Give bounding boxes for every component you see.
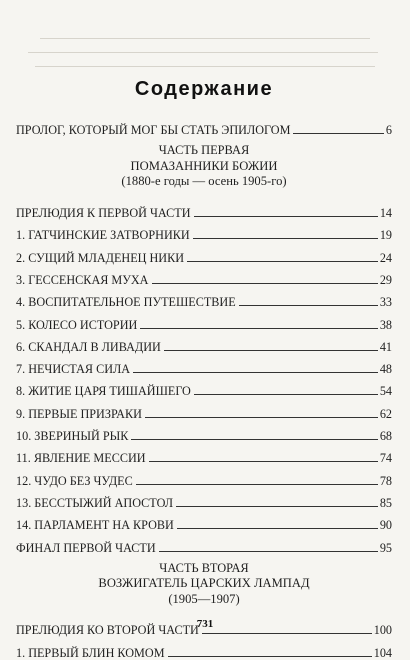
toc-entry-page: 104 xyxy=(373,645,392,660)
toc-entry-title: 10. ЗВЕРИНЫЙ РЫК xyxy=(16,429,129,444)
toc-entry[interactable] xyxy=(16,532,392,554)
toc-entry-title: 14. ПАРЛАМЕНТ НА КРОВИ xyxy=(16,518,174,533)
leader-line xyxy=(194,216,378,217)
leader-line xyxy=(194,394,378,395)
toc-entry[interactable] xyxy=(16,198,392,220)
leader-line xyxy=(149,461,378,462)
toc-entry[interactable] xyxy=(16,421,392,443)
toc-entry-page: 68 xyxy=(379,429,392,444)
leader-line xyxy=(168,656,372,657)
toc-entry-page: 6 xyxy=(385,123,392,138)
leader-line xyxy=(152,283,378,284)
page-title: Содержание xyxy=(134,78,274,100)
toc-entry-page: 85 xyxy=(379,495,392,510)
part-one-label: ЧАСТЬ ПЕРВАЯ xyxy=(158,143,250,158)
leader-line xyxy=(145,417,378,418)
toc-entry-page: 24 xyxy=(379,250,392,265)
leader-line xyxy=(202,633,372,634)
part-two-label: ЧАСТЬ ВТОРАЯ xyxy=(159,560,249,575)
toc-entry[interactable] xyxy=(16,309,392,331)
toc-entry-title: 11. ЯВЛЕНИЕ МЕССИИ xyxy=(16,451,146,466)
toc-entry-page: 14 xyxy=(379,206,392,221)
leader-line xyxy=(133,372,378,373)
toc-entry-page: 33 xyxy=(379,295,392,310)
toc-entry-page: 19 xyxy=(379,228,392,243)
toc-entry-page: 78 xyxy=(379,473,392,488)
part-one-dates: (1880-е годы — осень 1905-го) xyxy=(121,174,287,189)
toc-entry[interactable] xyxy=(16,115,392,137)
toc-entry-title: ПРЕЛЮДИЯ К ПЕРВОЙ ЧАСТИ xyxy=(16,206,191,221)
table-of-contents xyxy=(16,78,392,660)
toc-entry-title: ФИНАЛ ПЕРВОЙ ЧАСТИ xyxy=(16,540,156,555)
leader-line xyxy=(131,439,377,440)
toc-entry-page: 48 xyxy=(379,362,392,377)
toc-entry[interactable] xyxy=(16,332,392,354)
toc-entry-title: 2. СУЩИЙ МЛАДЕНЕЦ НИКИ xyxy=(16,250,185,265)
toc-entry-title: 3. ГЕССЕНСКАЯ МУХА xyxy=(16,272,149,287)
toc-group-part-one xyxy=(16,198,392,555)
toc-entry-title: 1. ГАТЧИНСКИЕ ЗАТВОРНИКИ xyxy=(16,228,190,243)
toc-entry[interactable] xyxy=(16,510,392,532)
toc-entry-title: 12. ЧУДО БЕЗ ЧУДЕС xyxy=(16,473,133,488)
toc-entry-title: ПРОЛОГ, КОТОРЫЙ МОГ БЫ СТАТЬ ЭПИЛОГОМ xyxy=(16,123,291,138)
toc-entry-page: 100 xyxy=(373,623,392,638)
page-number: 731 xyxy=(196,618,214,630)
toc-entry[interactable] xyxy=(16,443,392,465)
leader-line xyxy=(140,328,378,329)
leader-line xyxy=(239,305,378,306)
toc-entry-title: 8. ЖИТИЕ ЦАРЯ ТИШАЙШЕГО xyxy=(16,384,191,399)
leader-line xyxy=(176,506,378,507)
toc-entry[interactable] xyxy=(16,637,392,659)
toc-entry-title: 13. БЕССТЫЖИЙ АПОСТОЛ xyxy=(16,495,174,510)
part-two-heading xyxy=(16,561,392,608)
toc-entry-page: 29 xyxy=(379,272,392,287)
toc-entry[interactable] xyxy=(16,488,392,510)
toc-entry-title: 4. ВОСПИТАТЕЛЬНОЕ ПУТЕШЕСТВИЕ xyxy=(16,295,236,310)
part-two-dates: (1905—1907) xyxy=(168,591,240,606)
leader-line xyxy=(193,238,378,239)
toc-entry-page: 74 xyxy=(379,451,392,466)
toc-entry-page: 95 xyxy=(379,540,392,555)
toc-entry[interactable] xyxy=(16,265,392,287)
toc-entry-page: 54 xyxy=(379,384,392,399)
toc-entry[interactable] xyxy=(16,242,392,264)
leader-line xyxy=(187,261,378,262)
toc-entry-title: 1. ПЕРВЫЙ БЛИН КОМОМ xyxy=(16,645,165,660)
toc-entry-title: 9. ПЕРВЫЕ ПРИЗРАКИ xyxy=(16,406,142,421)
toc-entry[interactable] xyxy=(16,465,392,487)
toc-entry-page: 90 xyxy=(379,518,392,533)
part-one-heading xyxy=(16,143,392,190)
toc-entry[interactable] xyxy=(16,398,392,420)
toc-entry[interactable] xyxy=(16,287,392,309)
leader-line xyxy=(293,133,384,134)
toc-entry-title: 6. СКАНДАЛ В ЛИВАДИИ xyxy=(16,339,161,354)
leader-line xyxy=(164,350,378,351)
leader-line xyxy=(136,484,378,485)
toc-group-prologue xyxy=(16,115,392,137)
leader-line xyxy=(177,528,378,529)
leader-line xyxy=(159,551,378,552)
toc-entry-page: 38 xyxy=(379,317,392,332)
part-two-title: ВОЗЖИГАТЕЛЬ ЦАРСКИХ ЛАМПАД xyxy=(98,576,310,591)
toc-entry-title: 5. КОЛЕСО ИСТОРИИ xyxy=(16,317,138,332)
toc-entry[interactable] xyxy=(16,376,392,398)
toc-entry-title: 7. НЕЧИСТАЯ СИЛА xyxy=(16,362,131,377)
toc-entry-page: 41 xyxy=(379,339,392,354)
toc-entry[interactable] xyxy=(16,354,392,376)
toc-entry-title: ПРЕЛЮДИЯ КО ВТОРОЙ ЧАСТИ xyxy=(16,623,199,638)
toc-entry-page: 62 xyxy=(379,406,392,421)
part-one-title: ПОМАЗАННИКИ БОЖИИ xyxy=(130,158,278,173)
toc-entry[interactable] xyxy=(16,220,392,242)
